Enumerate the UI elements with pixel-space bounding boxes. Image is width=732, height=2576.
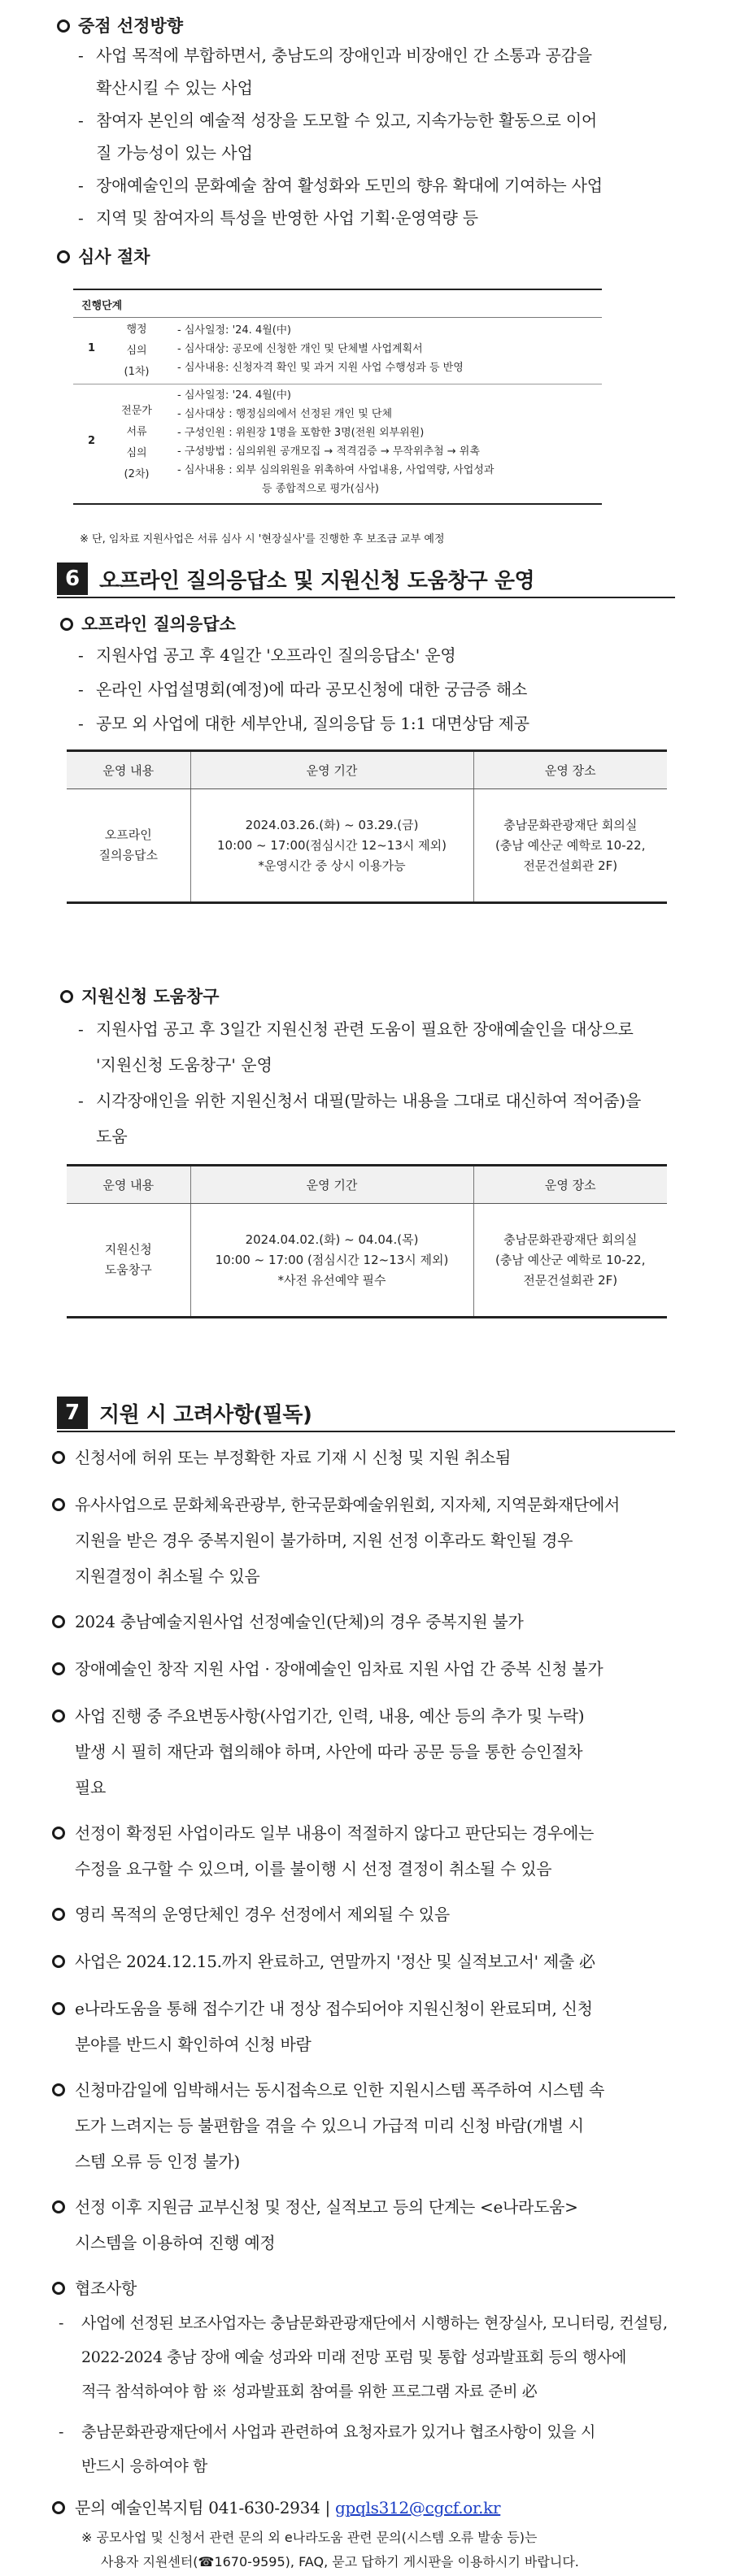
process-stage-row: 2 전문가 서류 심의 (2차) - 심사일정: '24. 4월(中) - 심사대상 : 행정심의에서 선정된 개인 및 단체 - 구성인원 : 위원장 1명을 포함한 3명(전원 외부위원) - 구성방법 : 심의위원 공개모집 → 적격검증 → 무작위추첨 → 위촉 - 심사내용 : 외부 심의위원을 위촉하여 사업내용, 사업역량, 사업성과 등 종합적으로 평가(심사) (73, 384, 602, 505)
notice-item: 유사사업으로 문화체육관광부, 한국문화예술위원회, 지자체, 지역문화재단에서 (52, 1488, 620, 1523)
help-operation-table (67, 1164, 667, 1318)
circle-bullet-icon (52, 2501, 65, 2514)
notice-item: 선정이 확정된 사업이라도 일부 내용이 적절하지 않다고 판단되는 경우에는 (52, 1816, 594, 1851)
circle-bullet-icon (57, 20, 70, 33)
contact-line: 문의 예술인복지팀 041-630-2934 | gpqls312@cgcf.or.kr (52, 2491, 500, 2526)
section-title: 오프라인 질의응답소 및 지원신청 도움창구 운영 (99, 569, 535, 593)
qa-item: - 온라인 사업설명회(예정)에 따라 공모신청에 대한 궁금증 해소 (78, 680, 528, 699)
circle-bullet-icon (52, 1451, 65, 1464)
footnote-line: 사용자 지원센터(☎1670-9595), FAQ, 묻고 답하기 게시판을 이용하시기 바랍니다. (101, 2554, 579, 2569)
circle-bullet-icon (52, 1498, 65, 1511)
circle-bullet-icon (52, 1662, 65, 1675)
notice-item: 장애예술인 창작 지원 사업 · 장애예술인 임차료 지원 사업 간 중복 신청 불가 (52, 1652, 603, 1687)
notice-item: 사업 진행 중 주요변동사항(사업기간, 인력, 내용, 예산 등의 추가 및 누락) (52, 1699, 584, 1734)
notice-item: e나라도움을 통해 접수기간 내 정상 접수되어야 지원신청이 완료되며, 신청 (52, 1992, 593, 2026)
focus-item: - 참여자 본인의 예술적 성장을 도모할 수 있고, 지속가능한 활동으로 이어 (78, 111, 598, 130)
qa-item: - 공모 외 사업에 대한 세부안내, 질의응답 등 1:1 대면상담 제공 (78, 714, 529, 733)
focus-item: - 지역 및 참여자의 특성을 반영한 사업 기획·운영역량 등 (78, 208, 478, 228)
cooperation-heading: 협조사항 (52, 2271, 137, 2306)
section-number-badge: 6 (57, 563, 88, 595)
circle-bullet-icon (52, 2083, 65, 2096)
circle-bullet-icon (52, 2282, 65, 2295)
qa-heading: 오프라인 질의응답소 (60, 611, 236, 636)
focus-item: - 장애예술인의 문화예술 참여 활성화와 도민의 향유 확대에 기여하는 사업 (78, 176, 603, 195)
circle-bullet-icon (57, 250, 70, 263)
table-header-row: 운영 내용 운영 기간 운영 장소 (67, 1166, 667, 1204)
qa-operation-table (67, 749, 667, 904)
help-item: - 시각장애인을 위한 지원신청서 대필(말하는 내용을 그대로 대신하여 적어줌)을 (78, 1091, 642, 1110)
focus-item-cont: 질 가능성이 있는 사업 (96, 143, 253, 163)
cooperation-item: - 사업에 선정된 보조사업자는 충남문화관광재단에서 시행하는 현장실사, 모니터링, 컨설팅, (59, 2314, 668, 2332)
notice-item: 영리 목적의 운영단체인 경우 선정에서 제외될 수 있음 (52, 1897, 450, 1932)
circle-bullet-icon (60, 990, 73, 1003)
circle-bullet-icon (52, 1827, 65, 1840)
focus-heading: 중점 선정방향 (57, 13, 183, 37)
page: 중점 선정방향 - 사업 목적에 부합하면서, 충남도의 장애인과 비장애인 간 소통과 공감을 확산시킬 수 있는 사업 - 참여자 본인의 예술적 성장을 도모할 수 있고, 지속가능한 활동으로 이어 질 가능성이 있는 사업 - 장애예술인의 문화예술 참여 활성화와 도민의 향유 확대에 기여하는 사업 - 지역 및 참여자의 특성을 반영한 사업 기획·운영역량 등 심사 절차 진행단계 1 행정 심의 (1차) - 심사일정: '24. 4월(中) - 심사대상: 공모에 신청한 개인 및 단체별 사업계획서 - 심사내용: 신청자격 확인 및 과거 지원 사업 수행성과 등 반영 2 전문가 서류 심의 (2차) - 심사일정: '24. 4월(中) - 심사대상 : 행정심의에서 선정된 개인 및 단체 - 구성인원 : 위원장 1명을 포함한 3명(전원 외부위원) - 구성방법 : 심의위원 공개모집 → 적격검증 → 무작위추첨 → 위촉 - 심사내용 : 외부 심의위원을 위촉하여 사업내용, 사업역량, 사업성과 등 종합적으로 평가(심사) ※ 단, 임차료 지원사업은 서류 심사 시 '현장실사'를 진행한 후 보조금 교부 예정 6 오프라인 질의응답소 및 지원신청 도움창구 운영 오프라인 질의응답소 - 지원사업 공고 후 4일간 '오프라인 질의응답소' 운영 - 온라인 사업설명회(예정)에 따라 공모신청에 대한 궁금증 해소 - 공모 외 사업에 대한 세부안내, 질의응답 등 1:1 대면상담 제공 운영 내용 운영 기간 운영 장소 오프라인 질의응답소 2024.03.26.(화) ~ 03.29.(금) 10:00 ~ 17:00(점심시간 12~13시 제외) *운영시간 중 상시 이용가능 충남문화관광재단 회의실 (충남 예산군 예학로 10-22, 전문건설회관 2F) 지원신청 도움창구 - 지원사업 공고 후 3일간 지원신청 관련 도움이 필요한 장애예술인을 대상으로 '지원신청 도움창구' 운영 - 시각장애인을 위한 지원신청서 대필(말하는 내용을 그대로 대신하여 적어줌)을 도움 운영 내용 운영 기간 운영 장소 지원신청 도움창구 2024.04.02.(화) ~ 04.04.(목) 10:00 ~ 17:00 (점심시간 12~13시 제외) *사전 유선예약 필수 충남문화관광재단 회의실 (충남 예산군 예학로 10-22, 전문건설회관 2F) 7 지원 시 고려사항(필독) 신청서에 허위 또는 부정확한 자료 기재 시 신청 및 지원 취소됨 유사사업으로 문화체육관광부, 한국문화예술위원회, 지자체, 지역문화재단에서 지원을 받은 경우 중복지원이 불가하며, 지원 선정 이후라도 확인될 경우 지원결정이 취소될 수 있음 2024 충남예술지원사업 선정예술인(단체)의 경우 중복지원 불가 장애예술인 창작 지원 사업 · 장애예술인 임차료 지원 사업 간 중복 신청 불가 사업 진행 중 주요변동사항(사업기간, 인력, 내용, 예산 등의 추가 및 누락) 발생 시 필히 재단과 협의해야 하며, 사안에 따라 공문 등을 통한 승인절차 필요 선정이 확정된 사업이라도 일부 내용이 적절하지 않다고 판단되는 경우에는 수정을 요구할 수 있으며, 이를 불이행 시 선정 결정이 취소될 수 있음 영리 목적의 운영단체인 경우 선정에서 제외될 수 있음 사업은 2024.12.15.까지 완료하고, 연말까지 '정산 및 실적보고서' 제출 必 e나라도움을 통해 접수기간 내 정상 접수되어야 지원신청이 완료되며, 신청 분야를 반드시 확인하여 신청 바람 신청마감일에 임박해서는 동시접속으로 인한 지원시스템 폭주하여 시스템 속 도가 느려지는 등 불편함을 겪을 수 있으니 가급적 미리 신청 바람(개별 시 스템 오류 등 인정 불가) 선정 이후 지원금 교부신청 및 정산, 실적보고 등의 단계는 <e나라도움> 시스템을 이용하여 진행 예정 협조사항 - 사업에 선정된 보조사업자는 충남문화관광재단에서 시행하는 현장실사, 모니터링, 컨설팅, 2022-2024 충남 장애 예술 성과와 미래 전망 포럼 및 통합 성과발표회 등의 행사에 적극 참석하여야 함 ※ 성과발표회 참여를 위한 프로그램 자료 준비 必 - 충남문화관광재단에서 사업과 관련하여 요청자료가 있거나 협조사항이 있을 시 반드시 응하여야 함 문의 예술인복지팀 041-630-2934 | gpqls312@cgcf.or.kr ※ 공모사업 및 신청서 관련 문의 외 e나라도움 관련 문의(시스템 오류 발송 등)는 사용자 지원센터(☎1670-9595), FAQ, 묻고 답하기 게시판을 이용하시기 바랍니다. (0, 0, 732, 2576)
cooperation-item: - 충남문화관광재단에서 사업과 관련하여 요청자료가 있거나 협조사항이 있을 시 (59, 2423, 595, 2441)
notice-item: 2024 충남예술지원사업 선정예술인(단체)의 경우 중복지원 불가 (52, 1605, 523, 1640)
process-note: ※ 단, 임차료 지원사업은 서류 심사 시 '현장실사'를 진행한 후 보조금 교부 예정 (80, 533, 445, 545)
notice-item: 선정 이후 지원금 교부신청 및 정산, 실적보고 등의 단계는 <e나라도움> (52, 2190, 578, 2225)
section-title: 지원 시 고려사항(필독) (99, 1403, 312, 1427)
circle-bullet-icon (52, 2200, 65, 2213)
section-7-heading (57, 1395, 675, 1432)
focus-item-cont: 확산시킬 수 있는 사업 (96, 78, 253, 98)
help-desk-heading: 지원신청 도움창구 (60, 984, 220, 1008)
help-item: - 지원사업 공고 후 3일간 지원신청 관련 도움이 필요한 장애예술인을 대상으로 (78, 1019, 634, 1039)
section-number-badge: 7 (57, 1397, 88, 1429)
circle-bullet-icon (52, 1615, 65, 1628)
circle-bullet-icon (60, 618, 73, 631)
notice-item: 사업은 2024.12.15.까지 완료하고, 연말까지 '정산 및 실적보고서' 제출 必 (52, 1944, 595, 1979)
circle-bullet-icon (52, 1709, 65, 1722)
notice-item: 신청서에 허위 또는 부정확한 자료 기재 시 신청 및 지원 취소됨 (52, 1440, 511, 1475)
focus-item: - 사업 목적에 부합하면서, 충남도의 장애인과 비장애인 간 소통과 공감을 (78, 46, 592, 65)
table-row: 지원신청 도움창구 2024.04.02.(화) ~ 04.04.(목) 10:00 ~ 17:00 (점심시간 12~13시 제외) *사전 유선예약 필수 충남문화관광재단 회의실 (충남 예산군 예학로 10-22, 전문건설회관 2F) (67, 1204, 667, 1318)
circle-bullet-icon (52, 1908, 65, 1921)
process-table-header: 진행단계 (73, 289, 602, 318)
footnote-line: ※ 공모사업 및 신청서 관련 문의 외 e나라도움 관련 문의(시스템 오류 발송 등)는 (81, 2530, 538, 2545)
table-row: 오프라인 질의응답소 2024.03.26.(화) ~ 03.29.(금) 10:00 ~ 17:00(점심시간 12~13시 제외) *운영시간 중 상시 이용가능 충남문화관광재단 회의실 (충남 예산군 예학로 10-22, 전문건설회관 2F) (67, 789, 667, 903)
circle-bullet-icon (52, 2002, 65, 2015)
process-table (73, 289, 602, 505)
circle-bullet-icon (52, 1955, 65, 1968)
process-stage-row: 1 행정 심의 (1차) - 심사일정: '24. 4월(中) - 심사대상: 공모에 신청한 개인 및 단체별 사업계획서 - 심사내용: 신청자격 확인 및 과거 지원 사업 수행성과 등 반영 (73, 318, 602, 384)
help-item-cont: '지원신청 도움창구' 운영 (96, 1055, 272, 1075)
qa-item: - 지원사업 공고 후 4일간 '오프라인 질의응답소' 운영 (78, 645, 456, 665)
process-heading: 심사 절차 (57, 244, 150, 268)
help-item-cont: 도움 (96, 1127, 128, 1146)
notice-item: 신청마감일에 임박해서는 동시접속으로 인한 지원시스템 폭주하여 시스템 속 (52, 2073, 604, 2108)
section-6-heading (57, 561, 675, 598)
contact-email-link[interactable]: gpqls312@cgcf.or.kr (335, 2498, 501, 2517)
table-header-row: 운영 내용 운영 기간 운영 장소 (67, 751, 667, 789)
